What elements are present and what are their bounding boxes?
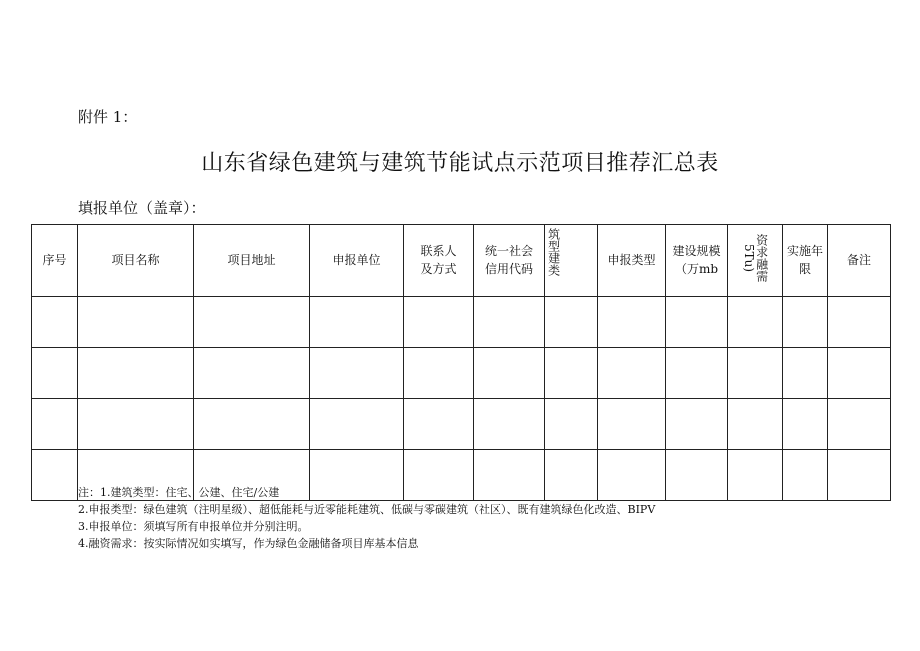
- header-project-address: 项目地址: [194, 225, 310, 297]
- table-cell[interactable]: [78, 297, 194, 348]
- table-cell[interactable]: [828, 450, 891, 501]
- header-contact: 联系人及方式: [404, 225, 474, 297]
- table-cell[interactable]: [78, 348, 194, 399]
- table-cell[interactable]: [728, 450, 783, 501]
- table-cell[interactable]: [545, 297, 598, 348]
- table-cell[interactable]: [78, 399, 194, 450]
- table-cell[interactable]: [404, 297, 474, 348]
- table-row: [32, 297, 891, 348]
- table-cell[interactable]: [32, 450, 78, 501]
- header-applicant: 申报单位: [310, 225, 404, 297]
- table-cell[interactable]: [828, 297, 891, 348]
- table-cell[interactable]: [404, 348, 474, 399]
- table-cell[interactable]: [310, 348, 404, 399]
- table-cell[interactable]: [474, 399, 545, 450]
- table-row: [32, 348, 891, 399]
- header-application-type: 申报类型: [598, 225, 666, 297]
- attachment-label: 附件 1：: [78, 108, 138, 126]
- header-financing-need: 资求融需5Tu): [728, 225, 783, 297]
- note-line: 4.融资需求：按实际情况如实填写，作为绿色金融储备项目库基本信息: [78, 537, 419, 550]
- table-cell[interactable]: [32, 297, 78, 348]
- table-cell[interactable]: [828, 348, 891, 399]
- header-credit-code: 统一社会信用代码: [474, 225, 545, 297]
- table-cell[interactable]: [194, 348, 310, 399]
- header-row: [32, 225, 891, 297]
- table-cell[interactable]: [598, 399, 666, 450]
- header-building-type: 筑型建类: [545, 225, 598, 297]
- table-cell[interactable]: [666, 297, 728, 348]
- table-cell[interactable]: [404, 399, 474, 450]
- table-cell[interactable]: [728, 399, 783, 450]
- note-line: 注：1.建筑类型：住宅、公建、住宅/公建: [78, 486, 280, 499]
- header-project-name: 项目名称: [78, 225, 194, 297]
- table-cell[interactable]: [32, 399, 78, 450]
- reporting-unit-label: 填报单位（盖章）：: [78, 199, 206, 217]
- table-cell[interactable]: [194, 399, 310, 450]
- table-cell[interactable]: [310, 297, 404, 348]
- table-cell[interactable]: [310, 399, 404, 450]
- table-cell[interactable]: [783, 399, 828, 450]
- note-line: 3.申报单位：须填写所有申报单位并分别注明。: [78, 520, 309, 533]
- notes: [78, 484, 655, 552]
- table-cell[interactable]: [598, 348, 666, 399]
- table-cell[interactable]: [666, 348, 728, 399]
- table-cell[interactable]: [666, 450, 728, 501]
- table-cell[interactable]: [32, 348, 78, 399]
- table-cell[interactable]: [666, 399, 728, 450]
- header-remarks: 备注: [828, 225, 891, 297]
- table-cell[interactable]: [783, 450, 828, 501]
- table-cell[interactable]: [728, 297, 783, 348]
- table-cell[interactable]: [194, 297, 310, 348]
- header-implementation-period: 实施年限: [783, 225, 828, 297]
- note-line: 2.申报类型：绿色建筑（注明星级）、超低能耗与近零能耗建筑、低碳与零碳建筑（社区）、既有建筑绿色化改造、BIPV: [78, 503, 656, 516]
- table-cell[interactable]: [474, 348, 545, 399]
- table-cell[interactable]: [728, 348, 783, 399]
- page-title: 山东省绿色建筑与建筑节能试点示范项目推荐汇总表: [201, 151, 719, 176]
- table-cell[interactable]: [545, 399, 598, 450]
- header-construction-scale: 建设规模（万mb: [666, 225, 728, 297]
- table-cell[interactable]: [598, 297, 666, 348]
- table-cell[interactable]: [474, 297, 545, 348]
- table-cell[interactable]: [783, 348, 828, 399]
- table-cell[interactable]: [783, 297, 828, 348]
- summary-table: [31, 224, 891, 501]
- header-serial-number: 序号: [32, 225, 78, 297]
- table-cell[interactable]: [545, 348, 598, 399]
- table-cell[interactable]: [828, 399, 891, 450]
- table-row: [32, 399, 891, 450]
